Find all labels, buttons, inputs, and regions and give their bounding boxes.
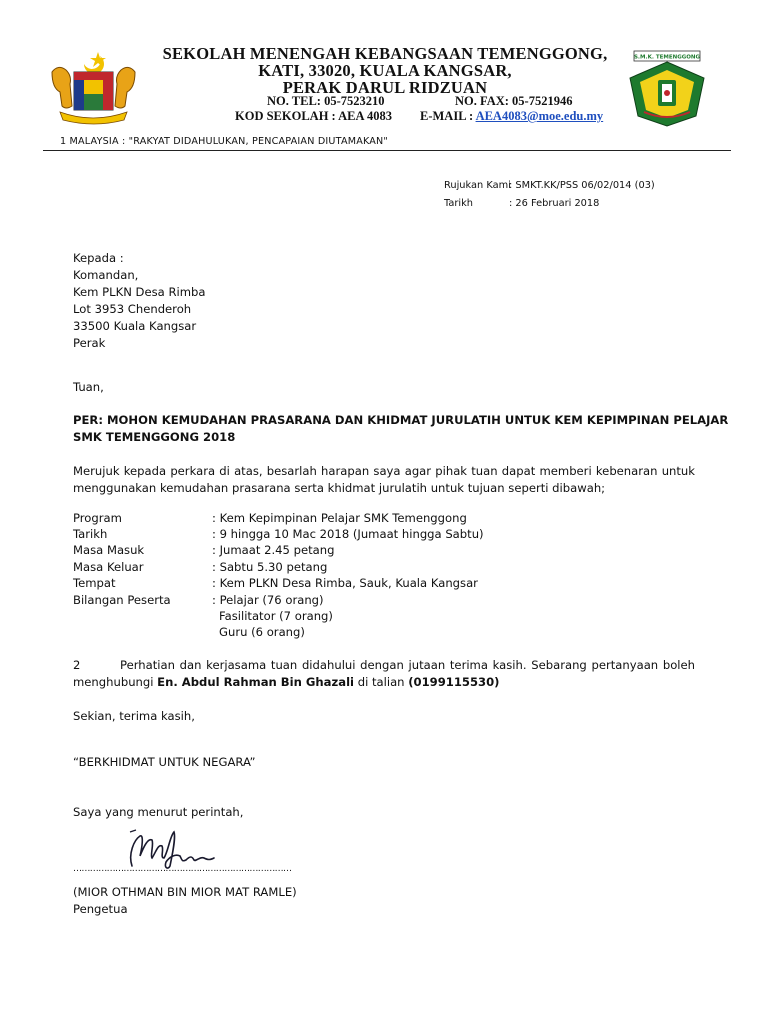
recipient-line: Kem PLKN Desa Rimba [73, 285, 206, 299]
school-code: KOD SEKOLAH : AEA 4083 [235, 109, 392, 123]
school-logo-icon [624, 50, 710, 128]
detail-label: Bilangan Peserta [73, 593, 171, 607]
intro-line-2: menggunakan kemudahan prasarana serta khidmat jurulatih untuk tujuan seperti dibawah; [73, 481, 606, 495]
detail-label: Masa Masuk [73, 543, 145, 557]
subject-line-1: PER: MOHON KEMUDAHAN PRASARANA DAN KHIDMAT JURULATIH UNTUK KEM KEPIMPINAN PELAJAR [73, 413, 729, 427]
email-label: E-MAIL : [420, 109, 474, 123]
school-logo-text: S.M.K. TEMENGGONG [633, 54, 701, 61]
detail-value: : Kem PLKN Desa Rimba, Sauk, Kuala Kangsar [212, 576, 478, 590]
recipient-block [73, 250, 205, 352]
address-line-1: KATI, 33020, KUALA KANGSAR, [258, 61, 512, 80]
header-divider [43, 150, 731, 151]
tel-number: NO. TEL: 05-7523210 [267, 94, 385, 108]
email-row [420, 109, 603, 124]
detail-label: Program [73, 511, 122, 525]
participants-extra: Fasilitator (7 orang) [219, 609, 333, 623]
para2-line-2 [73, 675, 500, 689]
sign-off: Saya yang menurut perintah, [73, 805, 244, 819]
email-link[interactable]: AEA4083@moe.edu.my [475, 109, 604, 123]
address-line-2: PERAK DARUL RIDZUAN [282, 78, 488, 97]
signatory-title: Pengetua [73, 902, 128, 916]
detail-label: Tarikh [73, 527, 108, 541]
recipient-line: 33500 Kuala Kangsar [73, 319, 197, 333]
contact-person-name: En. Abdul Rahman Bin Ghazali [157, 675, 355, 689]
school-name: SEKOLAH MENENGAH KEBANGSAAN TEMENGGONG, [162, 44, 608, 63]
para2-number: 2 [73, 658, 81, 672]
participants-extra: Guru (6 orang) [219, 625, 305, 639]
para2-prefix: menghubungi [73, 675, 154, 689]
para2-line-1 [120, 658, 695, 672]
reference-label: Rujukan Kami [444, 180, 511, 191]
detail-value: : 9 hingga 10 Mac 2018 (Jumaat hingga Sabtu) [212, 527, 484, 541]
jata-negara-crest-icon [46, 50, 141, 125]
recipient-line: Perak [73, 336, 106, 350]
detail-value: : Kem Kepimpinan Pelajar SMK Temenggong [212, 511, 467, 525]
detail-value: : Sabtu 5.30 petang [212, 560, 328, 574]
fax-number: NO. FAX: 05-7521946 [455, 94, 573, 108]
reference-value: : SMKT.KK/PSS 06/02/014 (03) [509, 180, 655, 191]
detail-value: : Jumaat 2.45 petang [212, 543, 335, 557]
slogan: “BERKHIDMAT UNTUK NEGARA” [73, 755, 256, 769]
salutation: Tuan, [73, 380, 104, 394]
recipient-line: Komandan, [73, 268, 139, 282]
date-label: Tarikh [444, 198, 473, 209]
para2-line-1-text: Perhatian dan kerjasama tuan didahului dengan jutaan terima kasih. Sebarang pertanyaan boleh [120, 658, 695, 672]
signatory-name: (MIOR OTHMAN BIN MIOR MAT RAMLE) [73, 885, 297, 899]
subject-line-2: SMK TEMENGGONG 2018 [73, 430, 236, 444]
closing: Sekian, terima kasih, [73, 709, 195, 723]
recipient-line: Lot 3953 Chenderoh [73, 302, 192, 316]
para2-mid: di talian [357, 675, 405, 689]
contact-phone: (0199115530) [408, 675, 500, 689]
detail-label: Tempat [73, 576, 116, 590]
detail-label: Masa Keluar [73, 560, 144, 574]
date-value: : 26 Februari 2018 [509, 198, 600, 209]
national-motto: 1 MALAYSIA : "RAKYAT DIDAHULUKAN, PENCAPAIAN DIUTAMAKAN" [60, 136, 389, 147]
detail-value: : Pelajar (76 orang) [212, 593, 324, 607]
intro-line-1: Merujuk kepada perkara di atas, besarlah harapan saya agar pihak tuan dapat memberi kebenaran untuk [73, 464, 695, 478]
subject [73, 412, 729, 446]
signature-dotted-line: …………………………………………………………………… [73, 864, 292, 874]
intro-paragraph [73, 463, 695, 497]
recipient-heading: Kepada : [73, 251, 124, 265]
